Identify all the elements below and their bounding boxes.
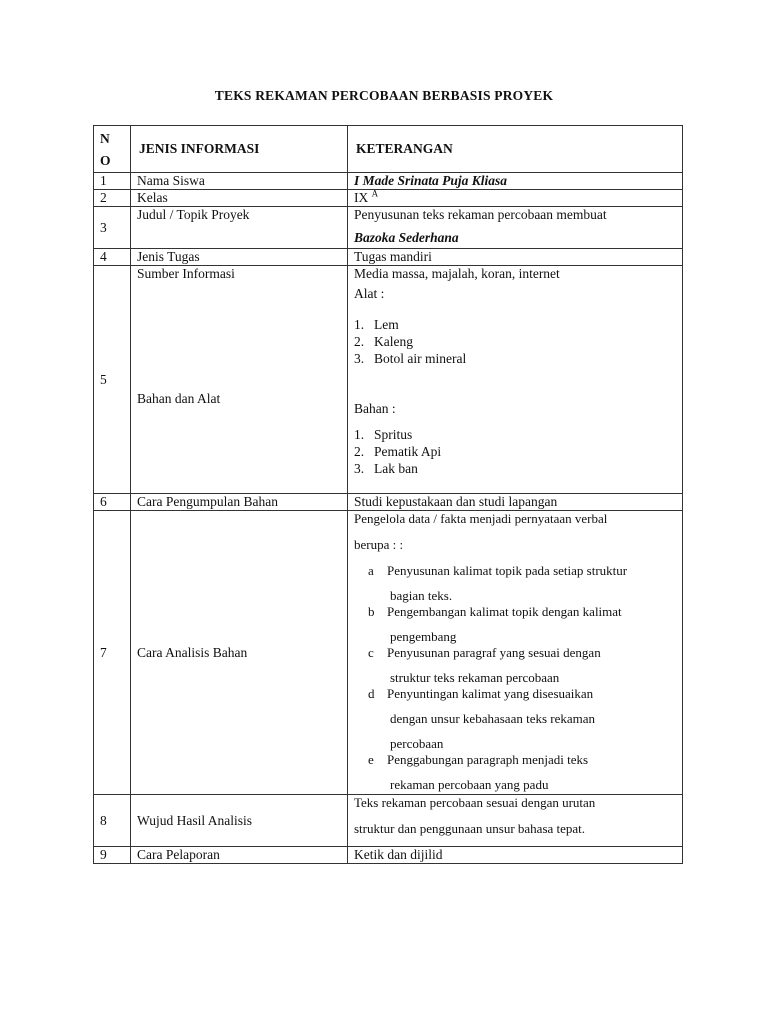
table-row: [94, 266, 683, 494]
alat-list: [354, 316, 676, 367]
row-value: [348, 266, 683, 494]
list-item: b Pengembangan kalimat topik dengan kalimat pengembang: [368, 604, 622, 644]
list-item: d Penyuntingan kalimat yang disesuaikan dengan unsur kebahasaan teks rekaman percobaan: [368, 686, 596, 751]
header-no: [94, 126, 131, 173]
list-item: 3. Botol air mineral: [354, 351, 467, 366]
analisis-intro2: berupa : :: [354, 537, 404, 552]
row-no: 2: [94, 190, 131, 207]
document-title: TEKS REKAMAN PERCOBAAN BERBASIS PROYEK: [214, 88, 554, 103]
bahan-list: [354, 426, 676, 477]
row-no: 3: [94, 207, 131, 249]
analisis-list: [354, 563, 676, 793]
row-label: Cara Pelaporan: [131, 847, 348, 864]
kelas-value: IX: [354, 190, 369, 205]
header-no-line2: O: [100, 153, 111, 168]
row-label: Cara Analisis Bahan: [131, 511, 348, 795]
info-table: [93, 125, 683, 864]
row-value: [348, 207, 683, 249]
table-row: [94, 795, 683, 847]
list-item: 2. Pematik Api: [354, 444, 442, 459]
bahan-alat-label: Bahan dan Alat: [137, 391, 221, 406]
row-label: Cara Pengumpulan Bahan: [131, 494, 348, 511]
row-label: Wujud Hasil Analisis: [131, 795, 348, 847]
table-row: [94, 190, 683, 207]
kelas-superscript: A: [371, 188, 379, 199]
sumber-informasi-value: Media massa, majalah, koran, internet: [354, 266, 560, 281]
row-label: Nama Siswa: [131, 173, 348, 190]
list-item: e Penggabungan paragraph menjadi teks rekaman percobaan yang padu: [368, 752, 589, 792]
row-label: [131, 266, 348, 494]
list-item: 1. Spritus: [354, 427, 413, 442]
list-item: c Penyusunan paragraf yang sesuai dengan struktur teks rekaman percobaan: [368, 645, 601, 685]
table-row: [94, 511, 683, 795]
bahan-heading: Bahan :: [354, 401, 396, 416]
sumber-informasi-label: Sumber Informasi: [137, 266, 235, 281]
row-no: 8: [94, 795, 131, 847]
judul-line1: Penyusunan teks rekaman percobaan membuat: [354, 207, 607, 222]
alat-heading: Alat :: [354, 286, 385, 301]
row-label: Judul / Topik Proyek: [131, 207, 348, 249]
row-no: 1: [94, 173, 131, 190]
row-value: I Made Srinata Puja Kliasa: [348, 173, 683, 190]
table-row: [94, 173, 683, 190]
list-item: a Penyusunan kalimat topik pada setiap struktur bagian teks.: [368, 563, 628, 603]
list-item: 3. Lak ban: [354, 461, 418, 476]
row-no: 9: [94, 847, 131, 864]
analisis-intro1: Pengelola data / fakta menjadi pernyataan verbal: [354, 511, 608, 526]
table-row: [94, 249, 683, 266]
list-item: 2. Kaleng: [354, 334, 413, 349]
table-row: [94, 207, 683, 249]
wujud-line2: struktur dan penggunaan unsur bahasa tepat.: [354, 821, 586, 836]
header-keterangan: KETERANGAN: [348, 126, 683, 173]
row-value: [348, 511, 683, 795]
table-header-row: [94, 126, 683, 173]
row-value: Ketik dan dijilid: [348, 847, 683, 864]
judul-line2: Bazoka Sederhana: [354, 230, 459, 245]
header-jenis-informasi: JENIS INFORMASI: [131, 126, 348, 173]
row-no: 5: [94, 266, 131, 494]
row-value: [348, 190, 683, 207]
wujud-line1: Teks rekaman percobaan sesuai dengan urutan: [354, 795, 596, 810]
row-value: [348, 795, 683, 847]
row-label: Kelas: [131, 190, 348, 207]
row-no: 7: [94, 511, 131, 795]
row-no: 6: [94, 494, 131, 511]
row-no: 4: [94, 249, 131, 266]
header-no-line1: N: [100, 131, 110, 146]
list-item: 1. Lem: [354, 317, 399, 332]
row-value: Tugas mandiri: [348, 249, 683, 266]
row-label: Jenis Tugas: [131, 249, 348, 266]
row-value: Studi kepustakaan dan studi lapangan: [348, 494, 683, 511]
table-row: [94, 494, 683, 511]
table-row: [94, 847, 683, 864]
